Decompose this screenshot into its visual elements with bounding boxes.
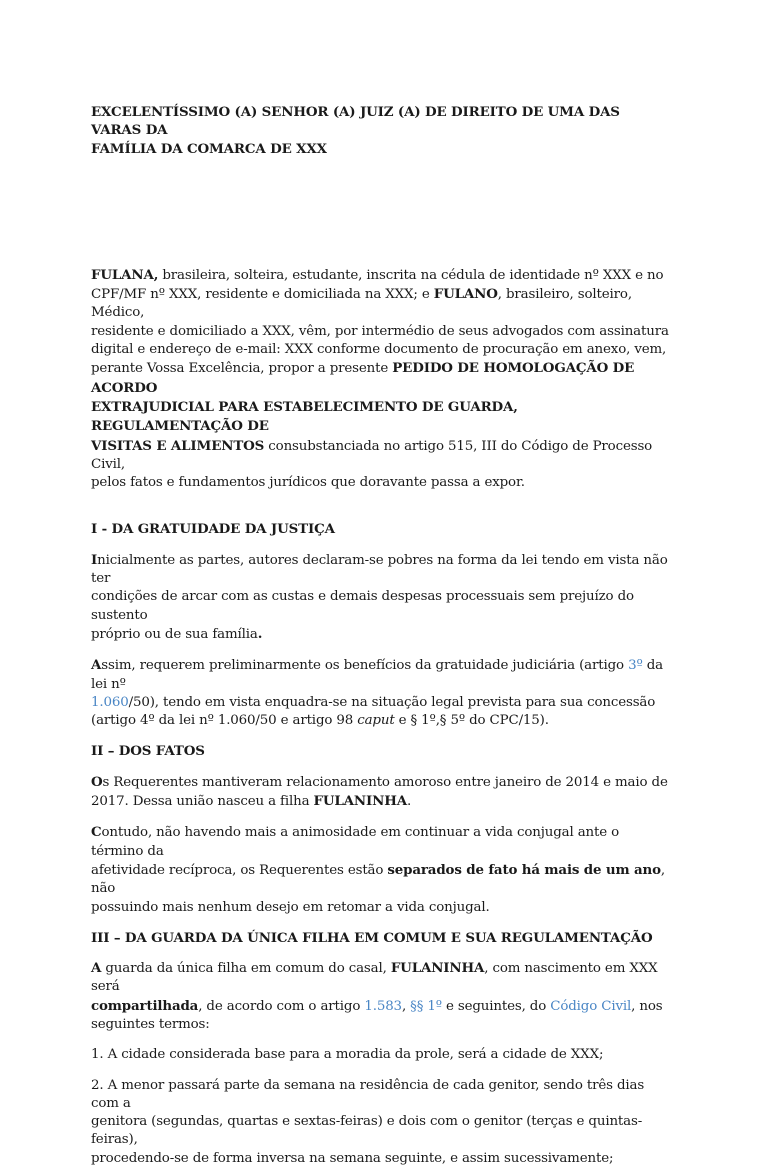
text-span: possuindo mais nenhum desejo em retomar a vida conjugal. [91, 899, 490, 915]
intro-paragraph [91, 266, 673, 493]
request-title: VISITAS E ALIMENTOS [91, 437, 265, 454]
section-heading: III – DA GUARDA DA ÚNICA FILHA EM COMUM E SUA REGULAMENTAÇÃO [91, 929, 653, 946]
section-heading: I - DA GRATUIDADE DA JUSTIÇA [91, 521, 335, 538]
section-heading: II – DOS FATOS [91, 743, 205, 760]
party-name: FULANA, [91, 266, 159, 283]
text-span: residente e domiciliado a XXX, vêm, por intermédio de seus advogados com assinatura [91, 323, 669, 339]
text-span: ontudo, não havendo mais a animosidade em continuar a vida conjugal ante o término da [91, 825, 620, 859]
text-span: nicialmente as partes, autores declaram-se pobres na forma da lei tendo em vista não ter [91, 552, 668, 587]
text-span: perante Vossa Excelência, propor a presente [91, 361, 393, 377]
text-span: brasileira, solteira, estudante, inscrita na cédula de identidade nº XXX e no [158, 267, 664, 283]
text-span: da lei nº [91, 658, 663, 692]
text-span: , de acordo com o artigo [198, 998, 365, 1014]
text-span: 2017. Dessa união nasceu a filha [91, 794, 314, 810]
text-span: procedendo-se de forma inversa na semana seguinte, e assim sucessivamente; [91, 1150, 614, 1166]
text-span: consubstanciada no artigo 515, III do Código de Processo Civil, [91, 438, 653, 472]
request-title: EXTRAJUDICIAL PARA ESTABELECIMENTO DE GUARDA, REGULAMENTAÇÃO DE [91, 398, 518, 435]
text-span: ssim, requerem preliminarmente os benefícios da gratuidade judiciária (artigo [101, 658, 629, 674]
paragraph [91, 959, 673, 1034]
initial-letter: I [91, 551, 98, 568]
text-span: pelos fatos e fundamentos jurídicos que doravante passa a expor. [91, 475, 525, 491]
initial-letter: O [91, 773, 103, 790]
title-line: EXCELENTÍSSIMO (A) SENHOR (A) JUIZ (A) DE DIREITO DE UMA DAS VARAS DA [91, 104, 620, 139]
text-span: , com nascimento em XXX será [91, 961, 658, 995]
initial-letter: C [91, 824, 102, 841]
law-article-link[interactable]: 3º [628, 658, 643, 674]
text-span: e seguintes, do [441, 998, 551, 1014]
text-span: /50), tendo em vista enquadra-se na situação legal prevista para sua concessão [128, 694, 656, 710]
text-span: s Requerentes mantiveram relacionamento amoroso entre janeiro de 2014 e maio de [102, 774, 668, 790]
text-span: digital e endereço de e-mail: XXX conforme documento de procuração em anexo, vem, [91, 342, 667, 358]
text-span: genitora (segundas, quartas e sextas-feiras) e dois com o genitor (terças e quintas-feiras), [91, 1114, 643, 1148]
paragraph [91, 773, 673, 812]
text-span: afetividade recíproca, os Requerentes estão [91, 862, 388, 878]
emphasis-text: compartilhada [91, 997, 199, 1014]
text-span: CPF/MF nº XXX, residente e domiciliada na XXX; e [91, 287, 434, 303]
text-span: , nos [631, 998, 663, 1014]
text-span: guarda da única filha em comum do casal, [101, 961, 391, 977]
law-paragraph-link[interactable]: §§ 1º [410, 998, 442, 1014]
law-link[interactable]: 1.060 [91, 694, 129, 710]
party-name: FULANO [433, 286, 498, 303]
list-item [91, 1077, 673, 1168]
petition-document [91, 103, 673, 1168]
emphasis-text: separados de fato há mais de um ano [387, 861, 661, 878]
civil-code-link[interactable]: Código Civil [550, 998, 632, 1014]
text-span: e § 1º,§ 5º do CPC/15). [394, 713, 549, 729]
text-span: seguintes termos: [91, 1016, 210, 1032]
text-span: . [406, 794, 412, 810]
paragraph [91, 823, 673, 916]
text-span: . [257, 625, 263, 642]
document-title [91, 103, 673, 158]
title-line: FAMÍLIA DA COMARCA DE XXX [91, 140, 327, 157]
paragraph [91, 551, 673, 644]
text-span: próprio ou de sua família [91, 626, 258, 642]
text-span: , não [91, 862, 666, 897]
child-name: FULANINHA [313, 793, 407, 810]
list-item: 1. A cidade considerada base para a moradia da prole, será a cidade de XXX; [91, 1047, 604, 1063]
text-span: (artigo 4º da lei nº 1.060/50 e artigo 98 [91, 713, 358, 729]
initial-letter: A [91, 960, 102, 977]
text-span: , brasileiro, solteiro, Médico, [91, 287, 632, 321]
italic-text: caput [357, 713, 395, 729]
initial-letter: A [91, 657, 102, 674]
child-name: FULANINHA [390, 960, 485, 977]
text-span: 2. A menor passará parte da semana na residência de cada genitor, sendo três dias com a [91, 1077, 645, 1111]
text-span: , [401, 998, 411, 1014]
law-article-link[interactable]: 1.583 [364, 998, 402, 1014]
request-title: PEDIDO DE HOMOLOGAÇÃO DE ACORDO [91, 360, 635, 396]
text-span: condições de arcar com as custas e demais despesas processuais sem prejuízo do sustento [91, 589, 634, 623]
paragraph [91, 656, 673, 730]
